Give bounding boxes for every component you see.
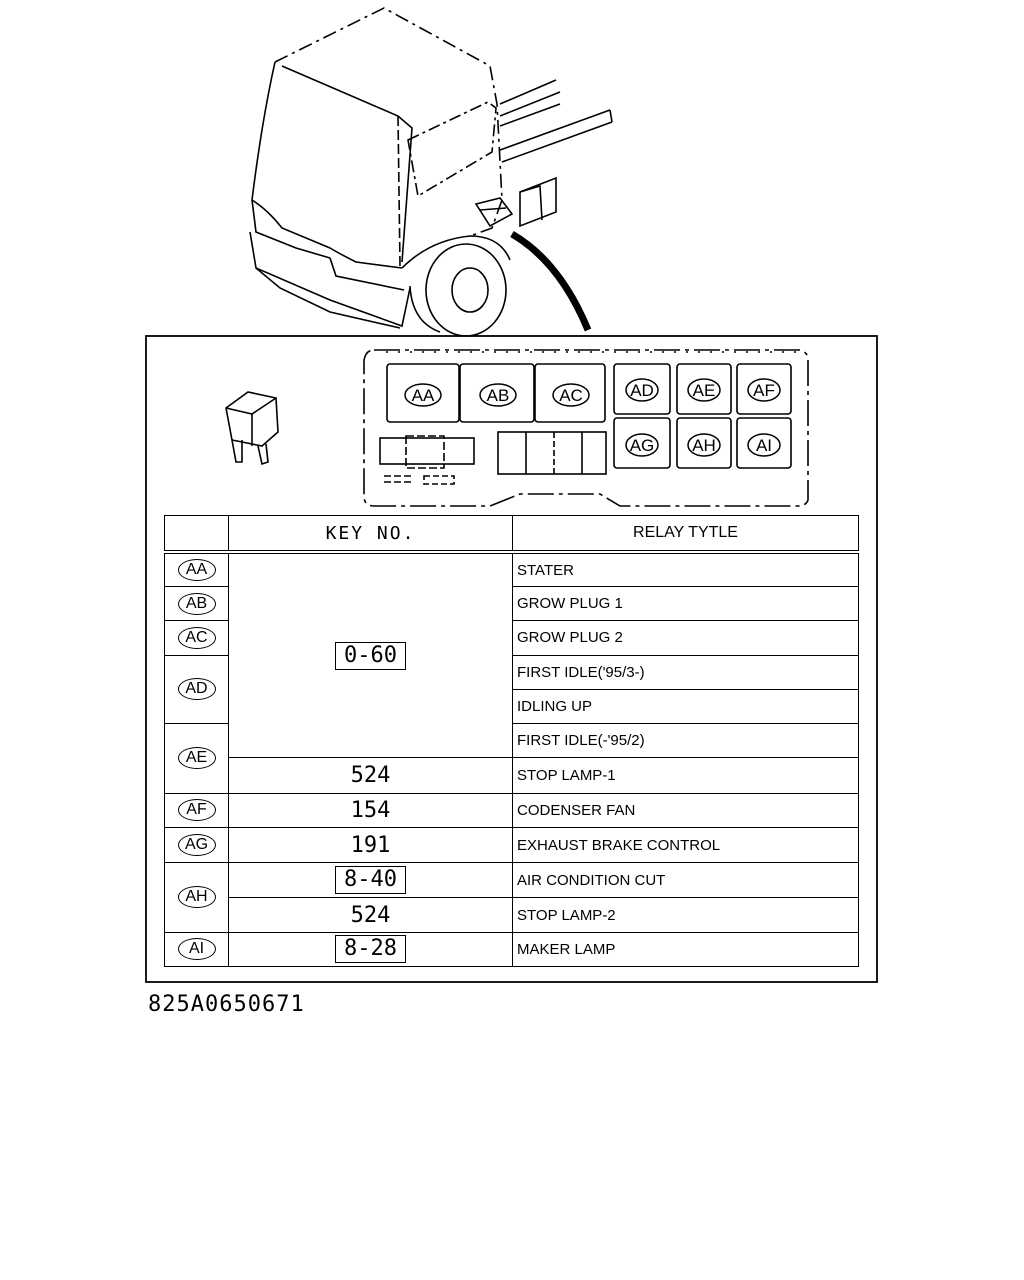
relay-title: FIRST IDLE(-'95/2) [513,724,859,758]
table-row [165,552,859,586]
relay-code-ac: AC [178,627,216,649]
relay-slot-ac-label: AC [559,386,583,405]
relay-code-ab: AB [178,593,216,615]
relay-code-af: AF [178,799,216,821]
relay-title: STOP LAMP-2 [513,898,859,932]
table-row [165,898,859,932]
key-no: 191 [229,827,513,862]
relay-title: MAKER LAMP [513,932,859,966]
relay-slot-ah-label: AH [692,436,716,455]
header-relay-title: RELAY TYTLE [513,516,859,553]
header-key-no: KEY NO. [229,516,513,553]
truck-cab-drawing [250,8,612,336]
relay-title: AIR CONDITION CUT [513,863,859,898]
table-row [165,758,859,793]
relay-key-table [164,515,859,967]
relay-slot-af-label: AF [753,381,775,400]
relay-code-ad: AD [178,678,216,700]
relay-slot-ag-label: AG [629,436,655,455]
table-header-row [165,516,859,553]
relay-icon [226,392,278,464]
relay-box-outline [364,350,808,506]
relay-title: EXHAUST BRAKE CONTROL [513,827,859,862]
table-row [165,932,859,966]
header-code-cell [165,516,229,553]
relay-title: GROW PLUG 1 [513,587,859,621]
relay-title: STOP LAMP-1 [513,758,859,793]
document-code: 825A0650671 [148,992,305,1017]
leader-line [512,234,588,330]
table-row [165,863,859,898]
table-row [165,827,859,862]
relay-slot-ad-label: AD [630,381,654,400]
relay-code-ag: AG [178,834,216,856]
relay-title: STATER [513,552,859,586]
relay-title: GROW PLUG 2 [513,621,859,655]
relay-slot-ai-label: AI [755,436,773,455]
table-row [165,793,859,827]
relay-code-ai: AI [178,938,216,960]
relay-slot-ae-label: AE [692,381,716,400]
relay-code-ae: AE [178,747,216,769]
relay-code-ah: AH [178,886,216,908]
key-no-8-40: 8-40 [335,866,406,894]
key-no-0-60: 0-60 [335,642,406,670]
shared-key-cell [229,552,513,758]
relay-slot-ab-label: AB [486,386,510,405]
relay-slot-aa-label: AA [411,386,435,405]
relay-title: CODENSER FAN [513,793,859,827]
key-no: 154 [229,793,513,827]
key-no: 524 [229,898,513,932]
key-no: 524 [229,758,513,793]
key-no-8-28: 8-28 [335,935,406,963]
relay-title: FIRST IDLE('95/3-) [513,655,859,689]
relay-title: IDLING UP [513,689,859,723]
relay-code-aa: AA [178,559,216,581]
